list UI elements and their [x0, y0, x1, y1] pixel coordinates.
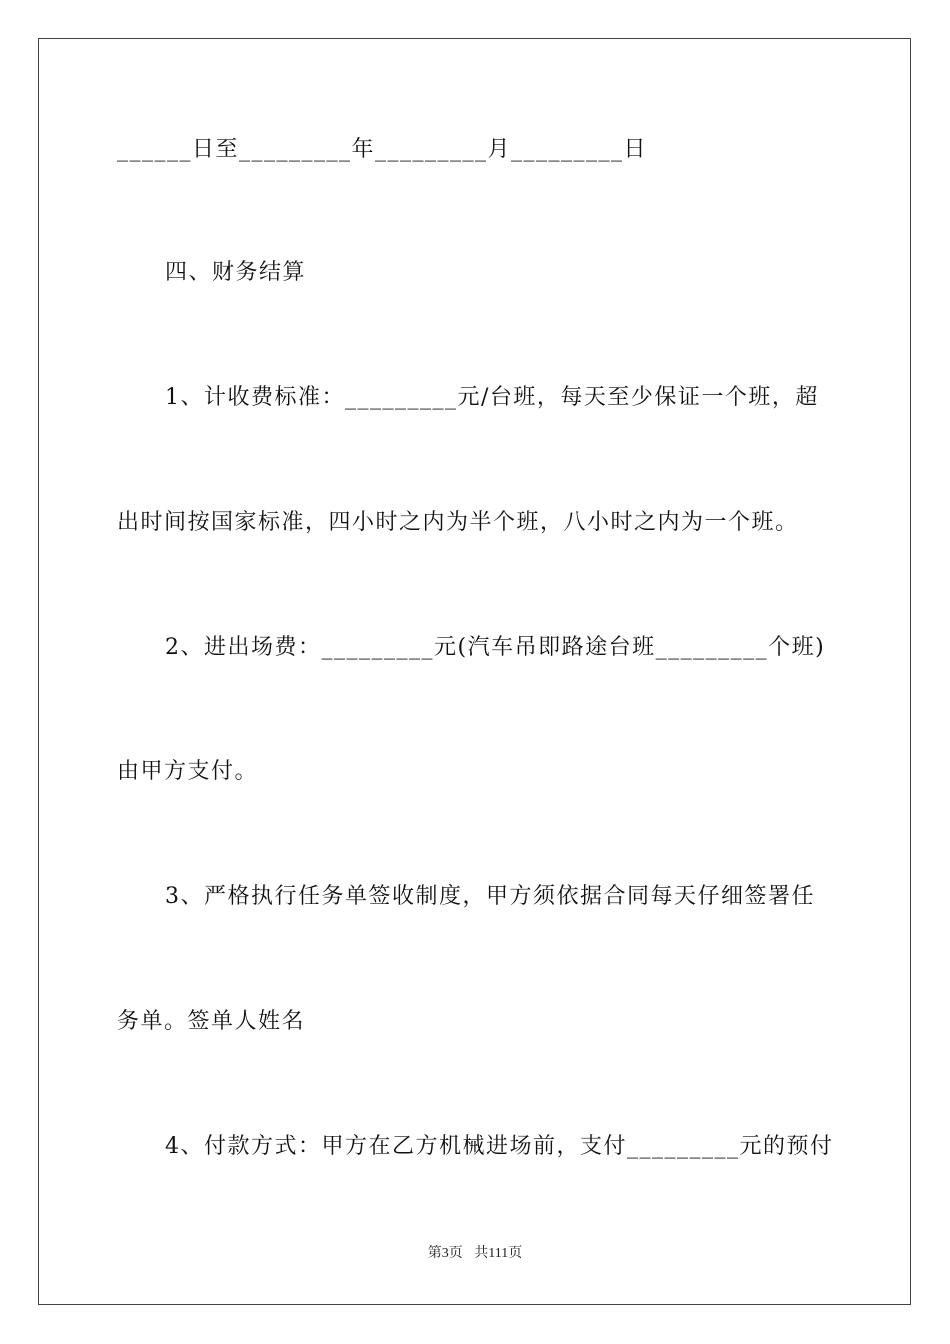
page-footer [0, 1245, 950, 1263]
page-border [38, 38, 911, 1305]
clause-3-line-2: 务单。签单人姓名 [117, 1009, 306, 1034]
clause-2-line-1: 2、进出场费：_________元(汽车吊即路途台班_________个班) [165, 635, 826, 660]
clause-1-line-2: 出时间按国家标准，四小时之内为半个班，八小时之内为一个班。 [117, 510, 799, 535]
clause-4-line-1: 4、付款方式：甲方在乙方机械进场前，支付_________元的预付 [165, 1134, 834, 1159]
clause-3-line-1: 3、严格执行任务单签收制度，甲方须依据合同每天仔细签署任 [165, 884, 815, 909]
clause-1-line-1: 1、计收费标准：_________元/台班，每天至少保证一个班，超 [165, 385, 819, 410]
section-heading-finance: 四、财务结算 [165, 260, 307, 285]
date-range-line: ______日至_________年_________月_________日 [117, 137, 648, 162]
page-number: 第3页 [427, 1246, 463, 1261]
clause-2-line-2: 由甲方支付。 [117, 759, 259, 784]
total-pages: 共111页 [474, 1246, 523, 1261]
